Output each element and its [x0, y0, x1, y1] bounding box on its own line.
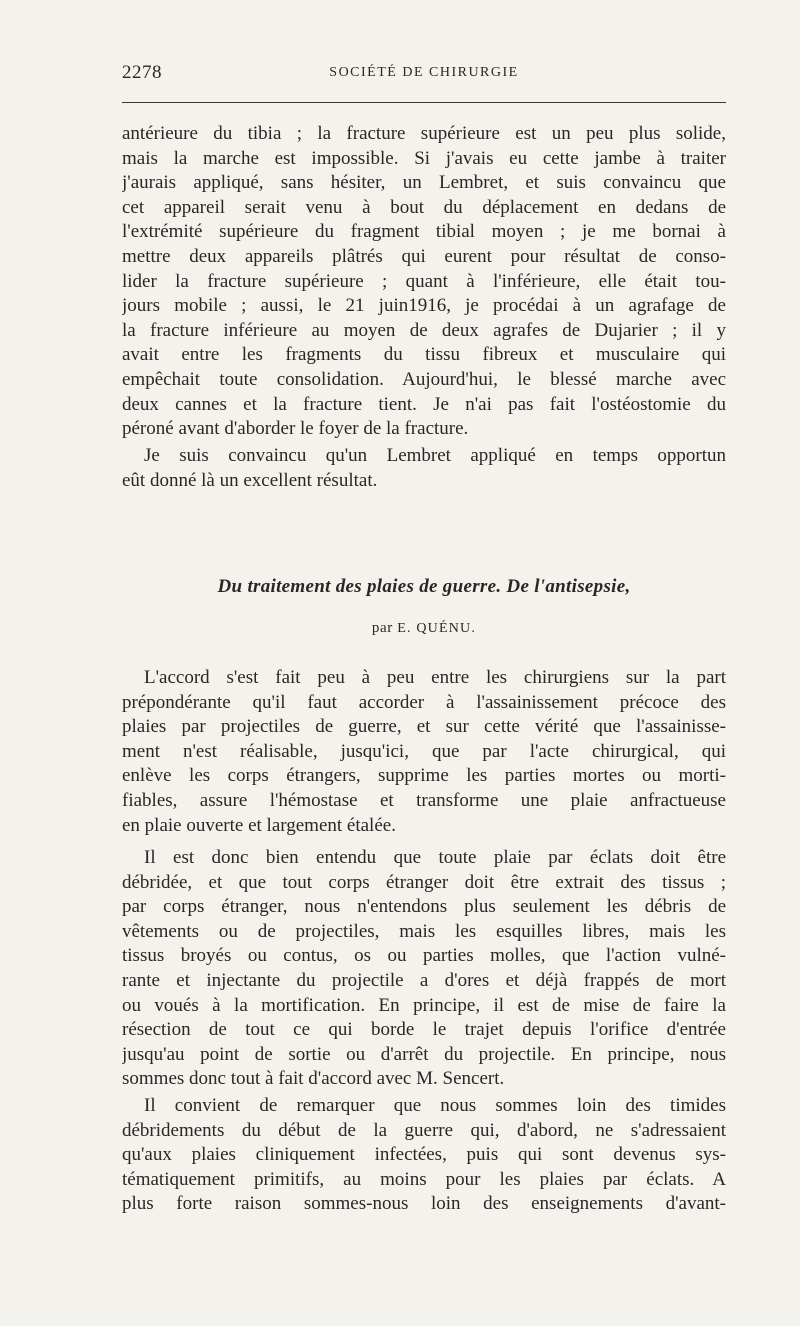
- text-line: fiables, assure l'hémostase et transforme une plaie anfractueuse: [122, 789, 726, 811]
- text-line: l'extrémité supérieure du fragment tibial moyen ; je me bornai à: [122, 221, 726, 243]
- text-line: mettre deux appareils plâtrés qui eurent pour résultat de conso-: [122, 245, 726, 267]
- author-prefix: par: [371, 620, 393, 636]
- text-line: débridements du début de la guerre qui, d'abord, ne s'adressaient: [122, 1119, 726, 1141]
- text-line: en plaie ouverte et largement étalée.: [122, 814, 396, 836]
- text-line: plus forte raison sommes-nous loin des enseignements d'avant-: [122, 1193, 726, 1215]
- text-line: ou voués à la mortification. En principe, il est de mise de faire la: [122, 994, 726, 1016]
- text-line: empêchait toute consolidation. Aujourd'hui, le blessé marche avec: [122, 368, 726, 390]
- text-line: débridée, et que tout corps étranger doit être extrait des tissus ;: [122, 871, 726, 893]
- text-line: ment n'est réalisable, jusqu'ici, que par l'acte chirurgical, qui: [122, 740, 726, 762]
- text-line: par corps étranger, nous n'entendons plus seulement les débris de: [122, 896, 726, 918]
- text-line: tissus broyés ou contus, os ou parties molles, que l'action vulné-: [122, 945, 726, 967]
- text-line: L'accord s'est fait peu à peu entre les chirurgiens sur la part: [144, 667, 726, 688]
- text-line: sommes donc tout à fait d'accord avec M. Sencert.: [122, 1068, 505, 1090]
- text-line: antérieure du tibia ; la fracture supérieure est un peu plus solide,: [122, 123, 726, 144]
- text-line: deux cannes et la fracture tient. Je n'ai pas fait l'ostéostomie du: [122, 393, 726, 415]
- text-line: eût donné là un excellent résultat.: [122, 469, 378, 491]
- text-line: péroné avant d'aborder le foyer de la fracture.: [122, 418, 469, 440]
- text-line: qu'aux plaies cliniquement infectées, puis qui sont devenus sys-: [122, 1144, 726, 1166]
- text-line: mais la marche est impossible. Si j'avais eu cette jambe à traiter: [122, 147, 726, 169]
- page-number: 2278: [122, 62, 162, 83]
- text-line: la fracture inférieure au moyen de deux agrafes de Dujarier ; il y: [122, 319, 726, 341]
- text-line: jusqu'au point de sortie ou d'arrêt du projectile. En principe, nous: [122, 1043, 726, 1065]
- paragraph-2: [122, 846, 726, 1092]
- continuation-paragraph: [122, 122, 726, 442]
- section-author: [122, 620, 726, 637]
- text-line: lider la fracture supérieure ; quant à l'inférieure, elle était tou-: [122, 270, 726, 292]
- text-line: résection de tout ce qui borde le trajet depuis l'orifice d'entrée: [122, 1019, 726, 1041]
- author-name: E. QUÉNU.: [397, 621, 477, 636]
- page-header: [122, 62, 726, 86]
- text-line: enlève les corps étrangers, supprime les parties mortes ou morti-: [122, 765, 726, 787]
- text-line: tématiquement primitifs, au moins pour les plaies par éclats. A: [122, 1168, 726, 1190]
- text-line: Il convient de remarquer que nous sommes loin des timides: [144, 1095, 726, 1116]
- header-rule: [122, 102, 726, 103]
- text-line: vêtements ou de projectiles, mais les esquilles libres, mais les: [122, 920, 726, 942]
- conclusion-paragraph: [122, 444, 726, 493]
- text-line: plaies par projectiles de guerre, et sur cette vérité que l'assainisse-: [122, 716, 726, 738]
- text-line: avait entre les fragments du tissu fibreux et musculaire qui: [122, 344, 726, 366]
- text-line: prépondérante qu'il faut accorder à l'assainissement précoce des: [122, 691, 726, 713]
- text-line: jours mobile ; aussi, le 21 juin1916, je procédai à un agrafage de: [122, 295, 726, 317]
- paragraph-3: [122, 1094, 726, 1217]
- paragraph-1: [122, 666, 726, 838]
- text-line: cet appareil serait venu à bout du déplacement en dedans de: [122, 196, 726, 218]
- section-title: Du traitement des plaies de guerre. De l'antisepsie,: [217, 576, 631, 597]
- text-line: rante et injectante du projectile a d'ores et déjà frappés de mort: [122, 969, 726, 991]
- running-head: SOCIÉTÉ DE CHIRURGIE: [329, 65, 519, 80]
- text-line: j'aurais appliqué, sans hésiter, un Lembret, et suis convaincu que: [122, 172, 726, 194]
- text-line: Il est donc bien entendu que toute plaie par éclats doit être: [144, 847, 726, 868]
- text-line: Je suis convaincu qu'un Lembret appliqué en temps opportun: [144, 445, 726, 466]
